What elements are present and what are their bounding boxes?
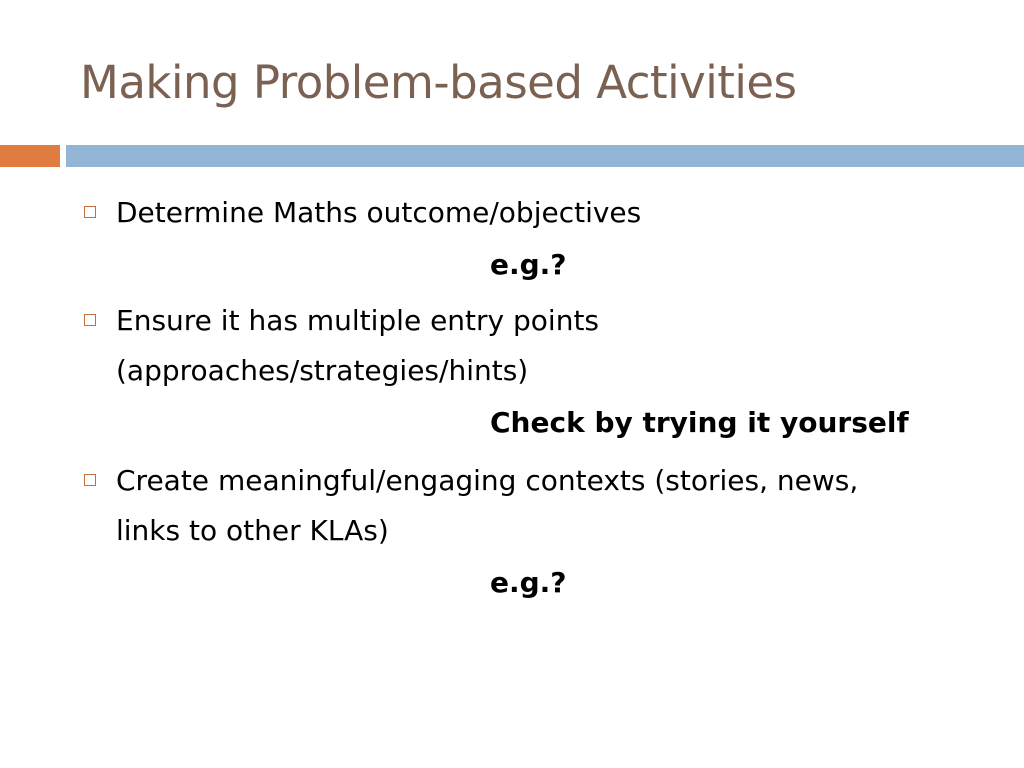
bullet-item-line: Ensure it has multiple entry points <box>116 304 600 337</box>
bullet-note-1: e.g.? <box>490 248 567 281</box>
bullet-item-line: Create meaningful/engaging contexts (stories, news, <box>116 464 859 497</box>
title-accent-bar <box>0 145 60 167</box>
bullet-item-2 <box>80 296 1000 396</box>
bullet-note-2: Check by trying it yourself <box>490 406 909 439</box>
bullet-item-line: (approaches/strategies/hints) <box>116 354 529 387</box>
slide-body <box>80 188 1000 614</box>
bullet-item-1 <box>80 188 1000 238</box>
bullet-item-line: Determine Maths outcome/objectives <box>116 196 642 229</box>
square-bullet-icon <box>84 474 96 486</box>
bullet-note-3: e.g.? <box>490 566 567 599</box>
square-bullet-icon <box>84 314 96 326</box>
slide-title: Making Problem-based Activities <box>80 56 797 109</box>
bullet-item-line: links to other KLAs) <box>116 514 389 547</box>
title-divider-bar <box>66 145 1024 167</box>
square-bullet-icon <box>84 206 96 218</box>
bullet-item-3 <box>80 456 1000 556</box>
